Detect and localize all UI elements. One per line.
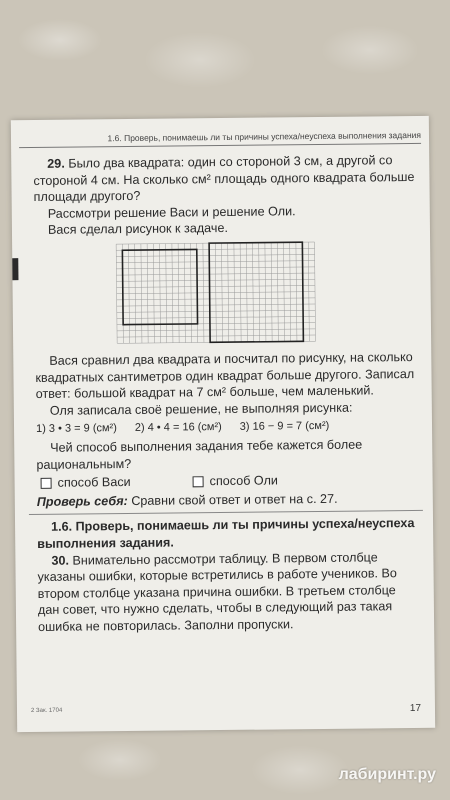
choice-vasya[interactable] xyxy=(41,474,131,492)
publisher-watermark: лабиринт.ру xyxy=(338,766,436,783)
task-29-look: Рассмотри решение Васи и решение Оли. xyxy=(47,204,296,221)
checkbox-vasya[interactable] xyxy=(41,478,52,489)
choice-olya[interactable] xyxy=(193,473,278,490)
grid-figure xyxy=(112,240,343,346)
task-30 xyxy=(37,548,420,635)
task-29-intro xyxy=(33,152,416,206)
print-code: 2 Зак. 1704 xyxy=(30,707,63,715)
task-29-vasya-drew: Вася сделал рисунок к задаче. xyxy=(47,221,229,238)
section-title: 1.6. Проверь, понимаешь ли ты причины успеха/неуспеха выполнения задания. xyxy=(37,516,415,551)
answer-choices xyxy=(41,471,419,492)
check-yourself xyxy=(37,490,419,511)
olya-step-2: 2) 4 • 4 = 16 (см²) xyxy=(134,421,222,435)
check-yourself-text: Сравни свой ответ и ответ на с. 27. xyxy=(131,491,338,508)
olya-solution xyxy=(36,417,418,438)
page-content xyxy=(33,152,420,635)
section-divider xyxy=(29,510,423,515)
olya-step-1: 1) 3 • 3 = 9 (см²) xyxy=(35,422,117,436)
task-29-vasya-compared: Вася сравнил два квадрата и посчитал по рисунку, на сколько квадратных сантиметров один квадрат больше другого. Записал ответ: большой квадрат на 7 см² больше, чем маленький. xyxy=(35,349,415,402)
choice-vasya-label: способ Васи xyxy=(57,475,131,490)
check-yourself-label: Проверь себя: xyxy=(36,493,128,509)
task-29-number: 29. xyxy=(47,156,65,171)
checkbox-olya[interactable] xyxy=(193,476,204,487)
squares-drawing xyxy=(34,239,417,347)
olya-step-3: 3) 16 − 9 = 7 (см²) xyxy=(239,420,330,434)
choice-olya-label: способ Оли xyxy=(209,473,278,489)
workbook-page xyxy=(11,116,435,732)
task-30-text: Внимательно рассмотри таблицу. В первом столбце указаны ошибки, которые встретились в работе учеников. Во втором столбце указана причина ошибки. В третьем столбце дан совет, что нужно сделать, чтобы в следующий раз такая ошибка не повторилась. Заполни пропуски. xyxy=(37,549,397,634)
task-29-olya: Оля записала своё решение, не выполняя рисунка: xyxy=(49,400,353,418)
page-edge-marker xyxy=(12,258,18,280)
running-header: 1.6. Проверь, понимаешь ли ты причины успеха/неуспеха выполнения задания xyxy=(19,130,421,148)
task-30-number: 30. xyxy=(51,553,70,568)
page-number: 17 xyxy=(409,702,422,715)
task-29-question: Чей способ выполнения задания тебе кажется более рациональным? xyxy=(36,437,363,472)
task-29-intro-text: Было два квадрата: один со стороной 3 см, а другой со стороной 4 см. На сколько см² площадь одного квадрата больше площади другого? xyxy=(33,153,415,205)
